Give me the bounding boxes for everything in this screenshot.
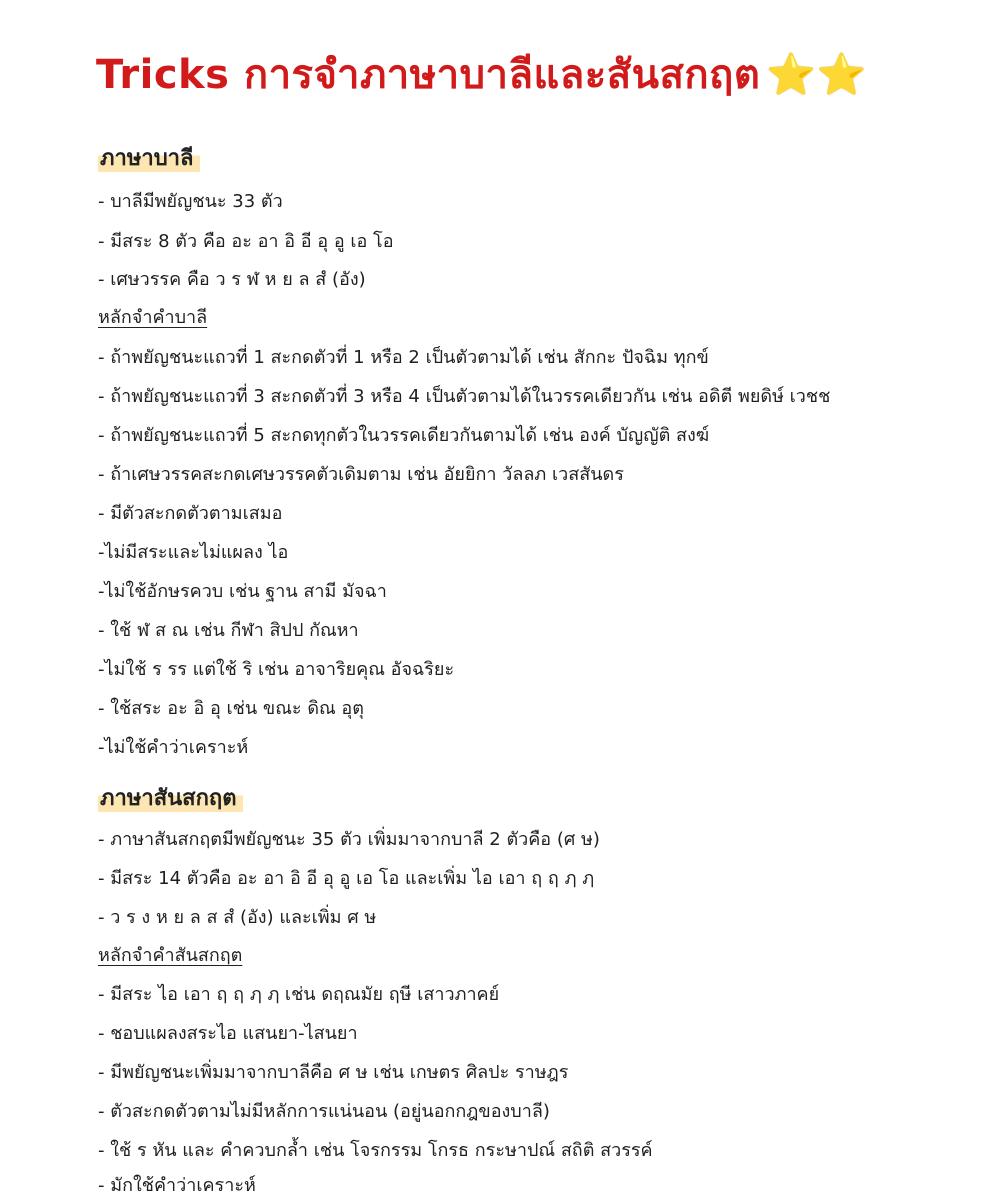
pali-intro-line: - บาลีมีพยัญชนะ 33 ตัว (98, 191, 283, 212)
sanskrit-rule-line: - มีสระ ไอ เอา ฤ ฤ ฦ ฦ เช่น ดฤณมัย ฤษี เสาวภาคย์ (98, 984, 500, 1005)
sanskrit-rule-line: - ชอบแผลงสระไอ แสนยา-ไสนยา (98, 1023, 358, 1044)
pali-rule-line: - ใช้สระ อะ อิ อุ เช่น ขณะ ดิณ อุตุ (98, 698, 364, 719)
sanskrit-intro-line: - มีสระ 14 ตัวคือ อะ อา อิ อี อุ อู เอ โอ และเพิ่ม ไอ เอา ฤ ฤ ฦ ฦ (98, 868, 594, 889)
title-text: Tricks การจำภาษาบาลีและสันสกฤต (96, 52, 761, 98)
sanskrit-rule-line: - มักใช้คำว่าเคราะห์ (98, 1175, 256, 1196)
section-heading-sanskrit: ภาษาสันสกฤต (98, 780, 243, 815)
sanskrit-rule-line: - ใช้ ร หัน และ คำควบกล้ำ เช่น โจรกรรม โกรธ กระษาปณ์ สถิติ สวรรค์ (98, 1140, 653, 1161)
pali-rule-line: - ถ้าพยัญชนะแถวที่ 1 สะกดตัวที่ 1 หรือ 2 เป็นตัวตามได้ เช่น สักกะ ปัจฉิม ทุกข์ (98, 347, 709, 368)
pali-rule-line: - ถ้าพยัญชนะแถวที่ 3 สะกดตัวที่ 3 หรือ 4 เป็นตัวตามได้ในวรรคเดียวกัน เช่น อดิตี พยดิษ์ เวชช (98, 386, 831, 407)
pali-rule-line: -ไม่ใช้อักษรควบ เช่น ฐาน สามี มัจฉา (98, 581, 387, 602)
sanskrit-intro-line: - ภาษาสันสกฤตมีพยัญชนะ 35 ตัว เพิ่มมาจากบาลี 2 ตัวคือ (ศ ษ) (98, 829, 600, 850)
subheading-sanskrit-rules: หลักจำคำสันสกฤต (98, 945, 243, 966)
pali-intro-line: - เศษวรรค คือ ว ร ฬ ห ย ล สํ (อัง) (98, 269, 366, 290)
star-icons: ⭐⭐ (766, 52, 867, 98)
pali-rule-line: -ไม่ใช้ ร รร แต่ใช้ ริ เช่น อาจาริยคุณ อัจฉริยะ (98, 659, 455, 680)
sanskrit-rule-line: - มีพยัญชนะเพิ่มมาจากบาลีคือ ศ ษ เช่น เกษตร ศิลปะ ราษฎร (98, 1062, 569, 1083)
pali-rule-line: -ไม่ใช้คำว่าเคราะห์ (98, 737, 249, 758)
sanskrit-intro-line: - ว ร ง ห ย ล ส สํ (อัง) และเพิ่ม ศ ษ (98, 907, 377, 928)
pali-rule-line: - ใช้ ฬ ส ณ เช่น กีฬา สิปป กัณหา (98, 620, 359, 641)
section-heading-pali: ภาษาบาลี (98, 140, 200, 175)
pali-rule-line: - ถ้าเศษวรรคสะกดเศษวรรคตัวเดิมตาม เช่น อัยยิกา วัลลภ เวสสันดร (98, 464, 624, 485)
pali-rule-line: -ไม่มีสระและไม่แผลง ไอ (98, 542, 289, 563)
page-title (96, 42, 867, 106)
pali-intro-line: - มีสระ 8 ตัว คือ อะ อา อิ อี อุ อู เอ โอ (98, 231, 394, 252)
pali-rule-line: - ถ้าพยัญชนะแถวที่ 5 สะกดทุกตัวในวรรคเดียวกันตามได้ เช่น องค์ บัญญัติ สงฆ์ (98, 425, 710, 446)
subheading-pali-rules: หลักจำคำบาลี (98, 307, 208, 328)
sanskrit-rule-line: - ตัวสะกดตัวตามไม่มีหลักการแน่นอน (อยู่นอกกฎของบาลี) (98, 1101, 550, 1122)
pali-rule-line: - มีตัวสะกดตัวตามเสมอ (98, 503, 283, 524)
